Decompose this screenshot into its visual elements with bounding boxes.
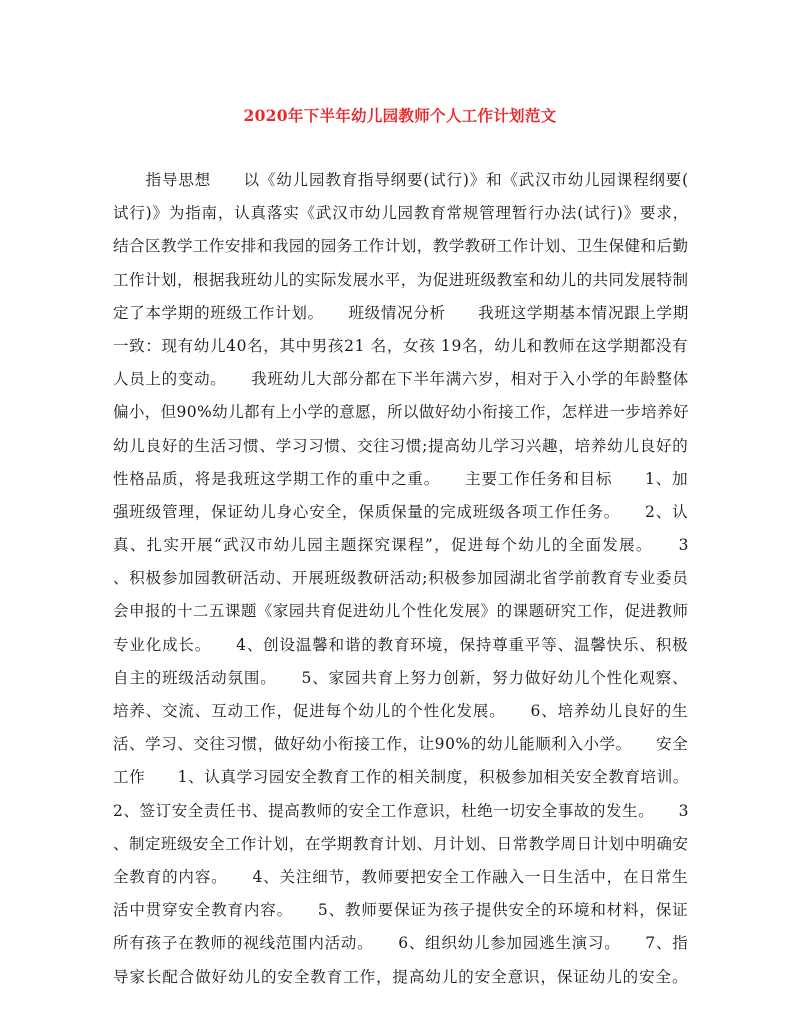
body-line: 人员上的变动。 我班幼儿大部分都在下半年满六岁，相对于入小学的年龄整体	[113, 370, 689, 389]
body-line: 专业化成长。 4、创设温馨和谐的教育环境，保持尊重平等、温馨快乐、积极	[113, 635, 689, 654]
body-line: 、积极参加园教研活动、开展班级教研活动;积极参加园湖北省学前教育专业委员	[113, 569, 689, 588]
body-line: 真、扎实开展“武汉市幼儿园主题探究课程”，促进每个幼儿的全面发展。 3	[113, 536, 690, 555]
body-line: 活、学习、交往习惯，做好幼小衔接工作，让90%的幼儿能顺利入小学。 安全	[113, 735, 689, 754]
body-line: 性格品质，将是我班这学期工作的重中之重。 主要工作任务和目标 1、加	[113, 469, 689, 488]
body-line: 试行)》为指南，认真落实《武汉市幼儿园教育常规管理暂行办法(试行)》要求，	[113, 204, 689, 223]
body-line: 自主的班级活动氛围。 5、家园共育上努力创新，努力做好幼儿个性化观察、	[113, 668, 689, 687]
body-line: 指导思想 以《幼儿园教育指导纲要(试行)》和《武汉市幼儿园课程纲要(	[113, 171, 689, 189]
body-line: 偏小，但90%幼儿都有上小学的意愿，所以做好幼小衔接工作，怎样进一步培养好	[113, 403, 689, 422]
body-line: 工作 1、认真学习园安全教育工作的相关制度，积极参加相关安全教育培训。	[113, 768, 690, 787]
body-line: 、制定班级安全工作计划，在学期教育计划、月计划、日常教学周日计划中明确安	[113, 834, 689, 853]
body-line: 全教育的内容。 4、关注细节，教师要把安全工作融入一日生活中，在日常生	[113, 867, 689, 886]
document-body	[113, 164, 688, 994]
body-line: 2、签订安全责任书、提高教师的安全工作意识，杜绝一切安全事故的发生。 3	[113, 801, 690, 820]
document-title: 2020年下半年幼儿园教师个人工作计划范文	[243, 106, 557, 125]
body-line: 培养、交流、互动工作，促进每个幼儿的个性化发展。 6、培养幼儿良好的生	[113, 702, 689, 720]
body-line: 结合区教学工作安排和我园的园务工作计划，教学教研工作计划、卫生保健和后勤	[113, 237, 689, 256]
body-line: 定了本学期的班级工作计划。 班级情况分析 我班这学期基本情况跟上学期	[113, 303, 689, 322]
body-line: 强班级管理，保证幼儿身心安全，保质保量的完成班级各项工作任务。 2、认	[113, 502, 689, 521]
body-line: 活中贯穿安全教育内容。 5、教师要保证为孩子提供安全的环境和材料，保证	[113, 901, 689, 920]
body-line: 工作计划，根据我班幼儿的实际发展水平，为促进班级教室和幼儿的共同发展特制	[113, 270, 689, 289]
body-line: 幼儿良好的生活习惯、学习习惯、交往习惯;提高幼儿学习兴趣，培养幼儿良好的	[113, 436, 689, 455]
body-line: 导家长配合做好幼儿的安全教育工作，提高幼儿的安全意识，保证幼儿的安全。	[113, 967, 689, 986]
body-line: 会申报的十二五课题《家园共育促进幼儿个性化发展》的课题研究工作，促进教师	[113, 602, 689, 621]
body-line: 一致：现有幼儿40名，其中男孩21 名，女孩 19名，幼儿和教师在这学期都没有	[113, 336, 689, 355]
body-line: 所有孩子在教师的视线范围内活动。 6、组织幼儿参加园逃生演习。 7、指	[113, 934, 689, 953]
